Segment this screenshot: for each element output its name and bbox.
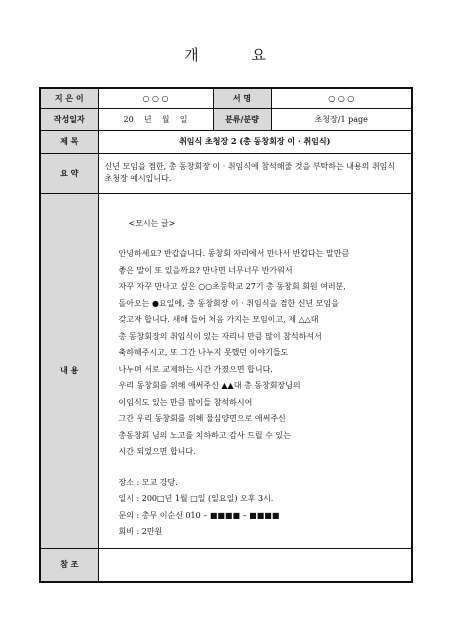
- author-value: ○ ○ ○: [98, 88, 213, 108]
- author-label: 지 은 이: [40, 88, 98, 108]
- summary-label: 요 약: [40, 153, 98, 193]
- paragraph-line: 나누며 서로 교제하는 시간 가졌으면 합니다.: [118, 364, 273, 374]
- signature-value: ○ ○ ○: [271, 88, 412, 108]
- paragraph-line: 돌아오는 ●요일에, 총 동창회장 이 · 취임식을 겸한 신년 모임을: [118, 298, 339, 308]
- detail-fee: 회비 : 2만원: [118, 527, 163, 536]
- page-title: 개 요: [184, 46, 290, 64]
- paragraph-line: 이임식도 있는 만큼 많이들 참석하시어: [118, 397, 253, 407]
- content-body: [98, 193, 412, 548]
- reference-value: [98, 548, 412, 582]
- category-value: 초청장/1 page: [271, 108, 412, 130]
- date-label: 작성일자: [40, 108, 98, 130]
- reference-label: 참 조: [40, 548, 98, 582]
- paragraph-line: 자꾸 자꾸 만나고 싶은 ○○초등학교 27기 총 동창회 회원 여러분,: [118, 282, 346, 291]
- paragraph-line: 좋은 말이 또 있을까요? 만나면 너무너무 반가워서: [118, 265, 293, 275]
- date-value: 20 년 월 일: [98, 108, 213, 130]
- signature-label: 서 명: [213, 88, 271, 108]
- paragraph-line: 축하해주시고, 또 그간 나누지 못했던 이야기들도: [118, 348, 289, 357]
- detail-contact: 문의 : 총무 이순신 010 – ■■■■ – ■■■■: [118, 510, 280, 520]
- paragraph-line: 우리 동창회를 위해 애써주신 ▲▲대 총 동창회장님의: [118, 381, 301, 390]
- subject-row: [40, 130, 412, 153]
- summary-value: 신년 모임을 겸한, 총 동창회장 이 · 취임식에 참석해줄 것을 부탁하는 내용의 취임식 초청장 예시입니다.: [98, 153, 412, 193]
- summary-row: [40, 153, 412, 193]
- subject-label: 제 목: [40, 130, 98, 153]
- reference-row: [40, 548, 412, 582]
- date-row: [40, 108, 412, 130]
- paragraph-line: 총 동창회장의 취임식이 있는 자리니 만큼 많이 참석하셔서: [118, 331, 322, 341]
- paragraph-line: 총동창회 님의 노고를 치하하고 감사 드릴 수 있는: [118, 430, 291, 440]
- detail-datetime: 일시 : 200□년 1월 □일 (일요일) 오후 3시.: [118, 494, 274, 503]
- paragraph-line: 그간 우리 동창회를 위해 물심양면으로 애써주신: [118, 414, 286, 423]
- detail-place: 장소 : 모교 강당.: [118, 477, 178, 487]
- content-row: [40, 193, 412, 548]
- category-label: 분류/분량: [213, 108, 271, 130]
- author-row: [40, 88, 412, 108]
- paragraph-line: 갖고자 합니다. 새해 들어 처음 가지는 모임이고, 제 △△대: [118, 315, 319, 324]
- greeting-text: <모시는 글>: [128, 218, 176, 228]
- paragraph-line: 시간 되었으면 합니다.: [118, 447, 196, 456]
- paragraph-line: 안녕하세요? 반갑습니다. 동창회 자리에서 만나서 반갑다는 말만큼: [118, 249, 350, 258]
- content-label: 내 용: [40, 193, 98, 548]
- document-table: [39, 87, 413, 583]
- subject-value: 취임식 초청장 2 (총 동창회장 이 · 취임식): [98, 130, 412, 153]
